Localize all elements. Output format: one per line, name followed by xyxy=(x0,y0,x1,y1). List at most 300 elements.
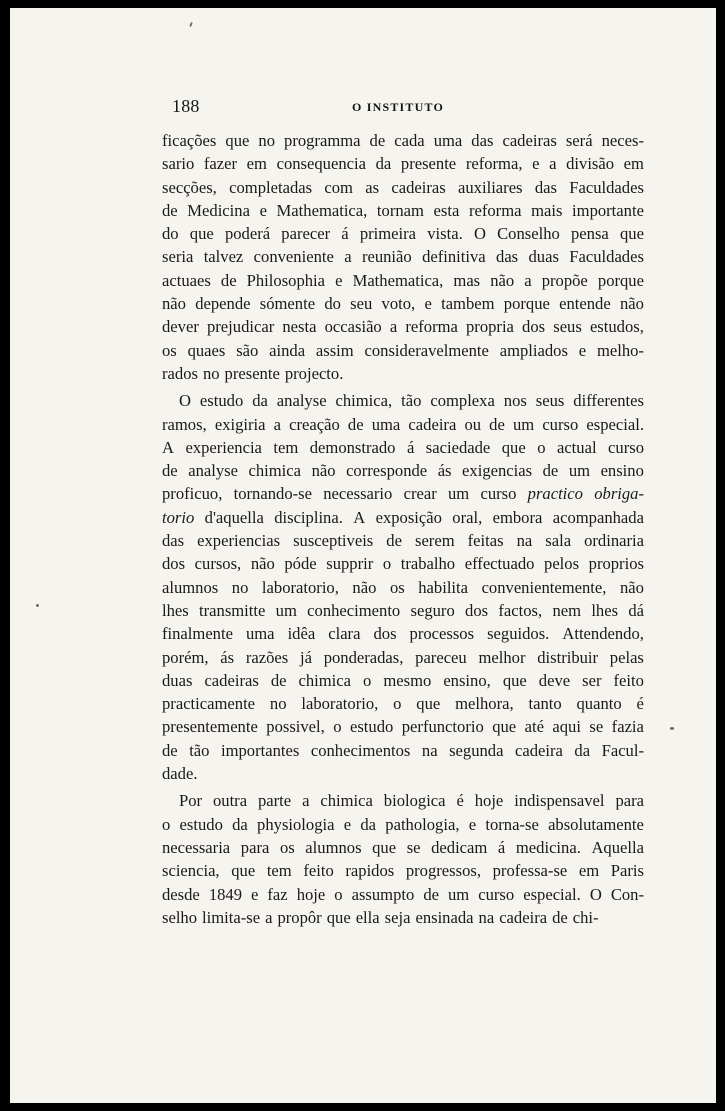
word: o xyxy=(333,717,342,737)
word: em xyxy=(623,154,644,174)
text-line xyxy=(162,906,644,929)
word: propõe xyxy=(541,270,588,290)
word: Mathematica, xyxy=(276,200,368,220)
word: Attendendo, xyxy=(562,624,644,644)
word: nesta xyxy=(282,317,317,337)
word: ponderadas, xyxy=(323,647,404,667)
word: voto, xyxy=(381,294,416,314)
word: no xyxy=(258,131,275,150)
word: de xyxy=(162,740,178,760)
word: acompanhada xyxy=(552,507,644,527)
word: clara xyxy=(328,624,361,644)
word: tornando-se xyxy=(233,484,312,504)
word: o xyxy=(382,554,392,574)
word: tão xyxy=(189,740,210,760)
word: a xyxy=(344,247,352,267)
word: não xyxy=(619,294,644,314)
word: na xyxy=(421,740,438,760)
word: completadas xyxy=(229,177,313,197)
word: obriga- xyxy=(594,484,644,504)
text-line xyxy=(162,836,644,859)
text-line xyxy=(162,715,644,738)
text-line xyxy=(162,622,644,645)
word: cada xyxy=(394,131,425,150)
word: na xyxy=(516,531,533,551)
text-line xyxy=(162,669,644,692)
word: Por xyxy=(179,791,203,811)
word: conhecimento xyxy=(307,600,401,620)
word: ainda xyxy=(269,340,306,360)
word: conveniente xyxy=(253,247,334,267)
word: auxiliares xyxy=(458,177,523,197)
word: o xyxy=(363,670,372,690)
word: que xyxy=(416,694,441,714)
document-page xyxy=(10,8,716,1103)
word: curso xyxy=(478,884,515,904)
word: não xyxy=(490,270,515,290)
word: uma xyxy=(371,414,401,434)
word: quaes xyxy=(187,340,226,360)
word: aqui xyxy=(552,717,581,737)
word: rados xyxy=(162,363,198,383)
word: dos xyxy=(162,554,186,574)
word: ensinada xyxy=(415,907,474,927)
word: dever xyxy=(162,317,199,337)
text-line xyxy=(162,883,644,906)
scan-speck xyxy=(36,604,39,607)
word: effectuado xyxy=(464,554,535,574)
text-line xyxy=(162,482,644,505)
word: especial. xyxy=(523,884,581,904)
word: para xyxy=(615,791,644,811)
word: da xyxy=(252,391,268,411)
word: da xyxy=(375,154,392,174)
word: biologica xyxy=(383,791,446,811)
word: que xyxy=(501,437,526,457)
text-line xyxy=(162,129,644,152)
word: de xyxy=(386,531,402,551)
word: estudos, xyxy=(589,317,644,337)
word: seria xyxy=(162,247,194,267)
word: talvez xyxy=(203,247,244,267)
word: um xyxy=(512,414,535,434)
word: reforma xyxy=(405,317,458,337)
word: occasião xyxy=(324,317,382,337)
word: assumpto xyxy=(351,884,415,904)
word: corresponde xyxy=(346,461,428,481)
word: ordinaria xyxy=(584,531,644,551)
word: 1849 xyxy=(208,884,242,904)
word: proficuo, xyxy=(162,484,223,504)
word: á xyxy=(341,224,349,244)
word: proprios xyxy=(588,554,644,574)
word: feitas xyxy=(467,531,504,551)
word: á xyxy=(497,837,506,857)
word: perfunctorio xyxy=(401,717,484,737)
word: ás xyxy=(437,461,452,481)
word: são xyxy=(236,340,259,360)
word: Faculdades xyxy=(569,247,644,267)
word: melho- xyxy=(596,340,644,360)
word: outra xyxy=(212,791,248,811)
word: ser xyxy=(582,670,602,690)
word: idêa xyxy=(287,624,316,644)
word: e xyxy=(424,294,432,314)
word: póde xyxy=(284,554,317,574)
text-line xyxy=(162,739,644,762)
word: no xyxy=(269,694,287,714)
word: um xyxy=(275,600,297,620)
word: a xyxy=(265,907,273,927)
word: habilita xyxy=(418,577,469,597)
word: embora xyxy=(492,507,543,527)
word: conhecimentos xyxy=(310,740,411,760)
word: chimica xyxy=(298,670,352,690)
word: consideravelmente xyxy=(364,340,489,360)
word: trabalho xyxy=(400,554,456,574)
word: á xyxy=(406,437,415,457)
word: um xyxy=(448,884,470,904)
word: hoje xyxy=(296,884,326,904)
word: e xyxy=(468,814,477,834)
word: e xyxy=(343,814,352,834)
word: physiologia xyxy=(257,814,335,834)
word: creação xyxy=(289,414,340,434)
word: sciencia, xyxy=(162,861,220,881)
word: tão xyxy=(401,391,422,411)
word: dos xyxy=(373,624,397,644)
word: d'aquella xyxy=(204,507,264,527)
paragraph xyxy=(162,389,644,785)
word: das xyxy=(496,247,519,267)
word: serem xyxy=(414,531,455,551)
word: programma xyxy=(284,131,361,150)
word: faz xyxy=(267,884,288,904)
word: consequencia xyxy=(276,154,366,174)
word: possivel, xyxy=(266,717,325,737)
word: a xyxy=(273,414,282,434)
word: pensa xyxy=(571,224,609,244)
word: de xyxy=(423,884,439,904)
text-line xyxy=(162,176,644,199)
word: oral, xyxy=(452,507,483,527)
word: presentemente xyxy=(162,717,258,737)
word: a xyxy=(302,791,310,811)
word: na xyxy=(478,907,495,927)
word: presente xyxy=(400,154,457,174)
word: Aquella xyxy=(591,837,644,857)
word: medicina. xyxy=(515,837,581,857)
text-line xyxy=(162,222,644,245)
text-line xyxy=(162,859,644,882)
word: importante xyxy=(572,200,644,220)
word: lhes xyxy=(591,600,619,620)
text-line xyxy=(162,599,644,622)
word: se xyxy=(589,717,604,737)
word: da xyxy=(232,814,248,834)
word: a xyxy=(389,317,398,337)
word: O xyxy=(179,391,191,411)
word: alumnos xyxy=(162,577,219,597)
word: reunião xyxy=(361,247,412,267)
word: o xyxy=(162,814,171,834)
word: exigiria xyxy=(214,414,266,434)
word: que xyxy=(231,861,256,881)
word: lhes xyxy=(162,600,189,620)
word: os xyxy=(389,577,405,597)
word: porque xyxy=(503,294,550,314)
page-header xyxy=(172,96,646,118)
word: seus xyxy=(553,317,582,337)
word: sómente xyxy=(259,294,316,314)
word: alumnos xyxy=(305,837,362,857)
word: chimica, xyxy=(335,391,393,411)
word: actuaes xyxy=(162,270,211,290)
word: limita-se xyxy=(202,907,261,927)
word: curso xyxy=(608,437,644,457)
text-line xyxy=(162,245,644,268)
word: hoje xyxy=(474,791,504,811)
text-line xyxy=(162,199,644,222)
word: curso xyxy=(542,414,579,434)
word: em xyxy=(246,154,267,174)
word: é xyxy=(636,694,644,714)
word: cadeira xyxy=(514,740,563,760)
word: progressos, xyxy=(405,861,481,881)
word: projecto. xyxy=(284,363,344,383)
word: não xyxy=(162,294,186,314)
word: Faculdades xyxy=(569,177,644,197)
scan-speck xyxy=(670,727,674,730)
word: actual xyxy=(556,437,597,457)
word: convenientemente, xyxy=(481,577,607,597)
word: um xyxy=(568,461,591,481)
word: Mathematica, xyxy=(352,270,444,290)
word: secções, xyxy=(162,177,217,197)
word: da xyxy=(360,814,377,834)
word: será xyxy=(565,131,593,150)
word: saciedade xyxy=(425,437,491,457)
word: de xyxy=(270,670,287,690)
text-line xyxy=(162,552,644,575)
word: razões xyxy=(245,647,289,667)
word: chi- xyxy=(572,907,599,927)
word: do xyxy=(162,224,179,244)
word: seguidos. xyxy=(487,624,550,644)
word: crear xyxy=(403,484,437,504)
word: presente xyxy=(224,363,280,383)
scan-speck xyxy=(189,22,193,27)
text-line xyxy=(162,692,644,715)
word: segunda xyxy=(449,740,504,760)
word: o xyxy=(393,694,402,714)
text-line xyxy=(162,506,644,529)
word: A xyxy=(353,507,366,527)
word: disciplina. xyxy=(274,507,343,527)
word: analyse xyxy=(276,391,327,411)
word: exigencias xyxy=(462,461,533,481)
word: ou xyxy=(464,414,482,434)
word: nos xyxy=(503,391,527,411)
word: das xyxy=(162,531,185,551)
word: professa-se xyxy=(492,861,568,881)
word: practicamente xyxy=(162,694,256,714)
word: seja xyxy=(384,907,411,927)
paragraph xyxy=(162,129,644,385)
word: ella xyxy=(355,907,380,927)
word: entende xyxy=(559,294,611,314)
word: no xyxy=(202,363,220,383)
word: pareceu xyxy=(415,647,467,667)
word: no xyxy=(231,577,249,597)
word: chimica xyxy=(320,791,373,811)
word: tem xyxy=(266,861,292,881)
word: ampliados xyxy=(499,340,568,360)
word: e xyxy=(335,270,343,290)
text-line xyxy=(162,389,644,412)
word: tornam xyxy=(376,200,424,220)
word: de xyxy=(542,461,559,481)
word: exposição xyxy=(375,507,442,527)
text-line xyxy=(162,459,644,482)
word: de xyxy=(489,414,505,434)
word: poderá xyxy=(224,224,271,244)
body-text xyxy=(162,129,644,929)
word: finalmente xyxy=(162,624,233,644)
word: o xyxy=(334,884,343,904)
word: que xyxy=(225,131,250,150)
word: pelos xyxy=(544,554,580,574)
word: que xyxy=(502,670,527,690)
word: pelas xyxy=(609,647,644,667)
page-number: 188 xyxy=(172,96,200,116)
word: de xyxy=(552,907,568,927)
word: rapidos xyxy=(345,861,395,881)
word: prejudicar xyxy=(206,317,275,337)
word: que xyxy=(326,907,351,927)
word: tanto xyxy=(528,694,562,714)
word: experiencia xyxy=(185,437,262,457)
word: mesmo xyxy=(383,670,432,690)
word: não xyxy=(311,461,336,481)
word: e xyxy=(251,884,259,904)
word: torio xyxy=(162,507,195,527)
word: que xyxy=(372,837,397,857)
word: de xyxy=(162,200,178,220)
word: dos xyxy=(522,317,546,337)
word: ramos, xyxy=(162,414,207,434)
word: para xyxy=(240,837,270,857)
word: os xyxy=(279,837,295,857)
word: uma xyxy=(433,131,463,150)
word: de xyxy=(162,461,178,481)
word: cadeira xyxy=(499,907,548,927)
word: ficações xyxy=(162,131,217,150)
word: quanto xyxy=(576,694,622,714)
word: de xyxy=(220,270,237,290)
text-line xyxy=(162,339,644,362)
word: cadeira xyxy=(408,414,457,434)
word: A xyxy=(162,437,174,457)
word: até xyxy=(524,717,544,737)
text-line xyxy=(162,762,644,785)
word: da xyxy=(574,740,591,760)
word: nem xyxy=(552,600,582,620)
word: e xyxy=(259,200,267,220)
word: importantes xyxy=(220,740,300,760)
word: practico xyxy=(527,484,583,504)
word: laboratorio, xyxy=(301,694,379,714)
word: estudo xyxy=(179,814,223,834)
word: e xyxy=(578,340,587,360)
word: propôr xyxy=(277,907,322,927)
word: porque xyxy=(597,270,644,290)
word: e xyxy=(532,154,540,174)
word: que xyxy=(619,224,644,244)
word: mas xyxy=(453,270,481,290)
word: não xyxy=(619,577,644,597)
word: duas xyxy=(162,670,193,690)
word: a xyxy=(549,154,557,174)
word: das xyxy=(471,131,494,150)
word: em xyxy=(578,861,600,881)
word: especial. xyxy=(586,414,644,434)
word: ás xyxy=(220,647,235,667)
word: Conselho xyxy=(497,224,560,244)
word: que xyxy=(189,224,214,244)
text-line xyxy=(162,529,644,552)
word: Philosophia xyxy=(246,270,326,290)
text-line xyxy=(162,813,644,836)
word: depende xyxy=(195,294,251,314)
word: cadeiras xyxy=(391,177,446,197)
word: Medicina xyxy=(187,200,250,220)
word: já xyxy=(299,647,312,667)
word: tem xyxy=(273,437,299,457)
word: cadeiras xyxy=(204,670,259,690)
word: feito xyxy=(303,861,334,881)
word: seguro xyxy=(410,600,455,620)
word: do xyxy=(324,294,341,314)
word: de xyxy=(369,131,386,150)
word: demonstrado xyxy=(309,437,396,457)
word: cursos, xyxy=(194,554,242,574)
word: experiencias xyxy=(197,531,281,551)
word: divisão xyxy=(566,154,615,174)
word: necessaria xyxy=(162,837,231,857)
word: estudo xyxy=(199,391,244,411)
word: reforma, xyxy=(465,154,523,174)
word: susceptiveis xyxy=(293,531,374,551)
word: chimica xyxy=(248,461,302,481)
word: seus xyxy=(535,391,565,411)
word: o xyxy=(537,437,546,457)
word: parecer xyxy=(281,224,331,244)
word: sala xyxy=(545,531,572,551)
text-line xyxy=(162,646,644,669)
word: O xyxy=(589,884,602,904)
word: se xyxy=(406,837,421,857)
word: neces- xyxy=(601,131,644,150)
paragraph xyxy=(162,789,644,929)
word: cadeiras xyxy=(502,131,557,150)
word: de xyxy=(347,414,364,434)
word: fazia xyxy=(611,717,644,737)
word: pathologia, xyxy=(385,814,460,834)
word: vista. xyxy=(427,224,463,244)
word: com xyxy=(324,177,353,197)
text-line xyxy=(162,789,644,812)
